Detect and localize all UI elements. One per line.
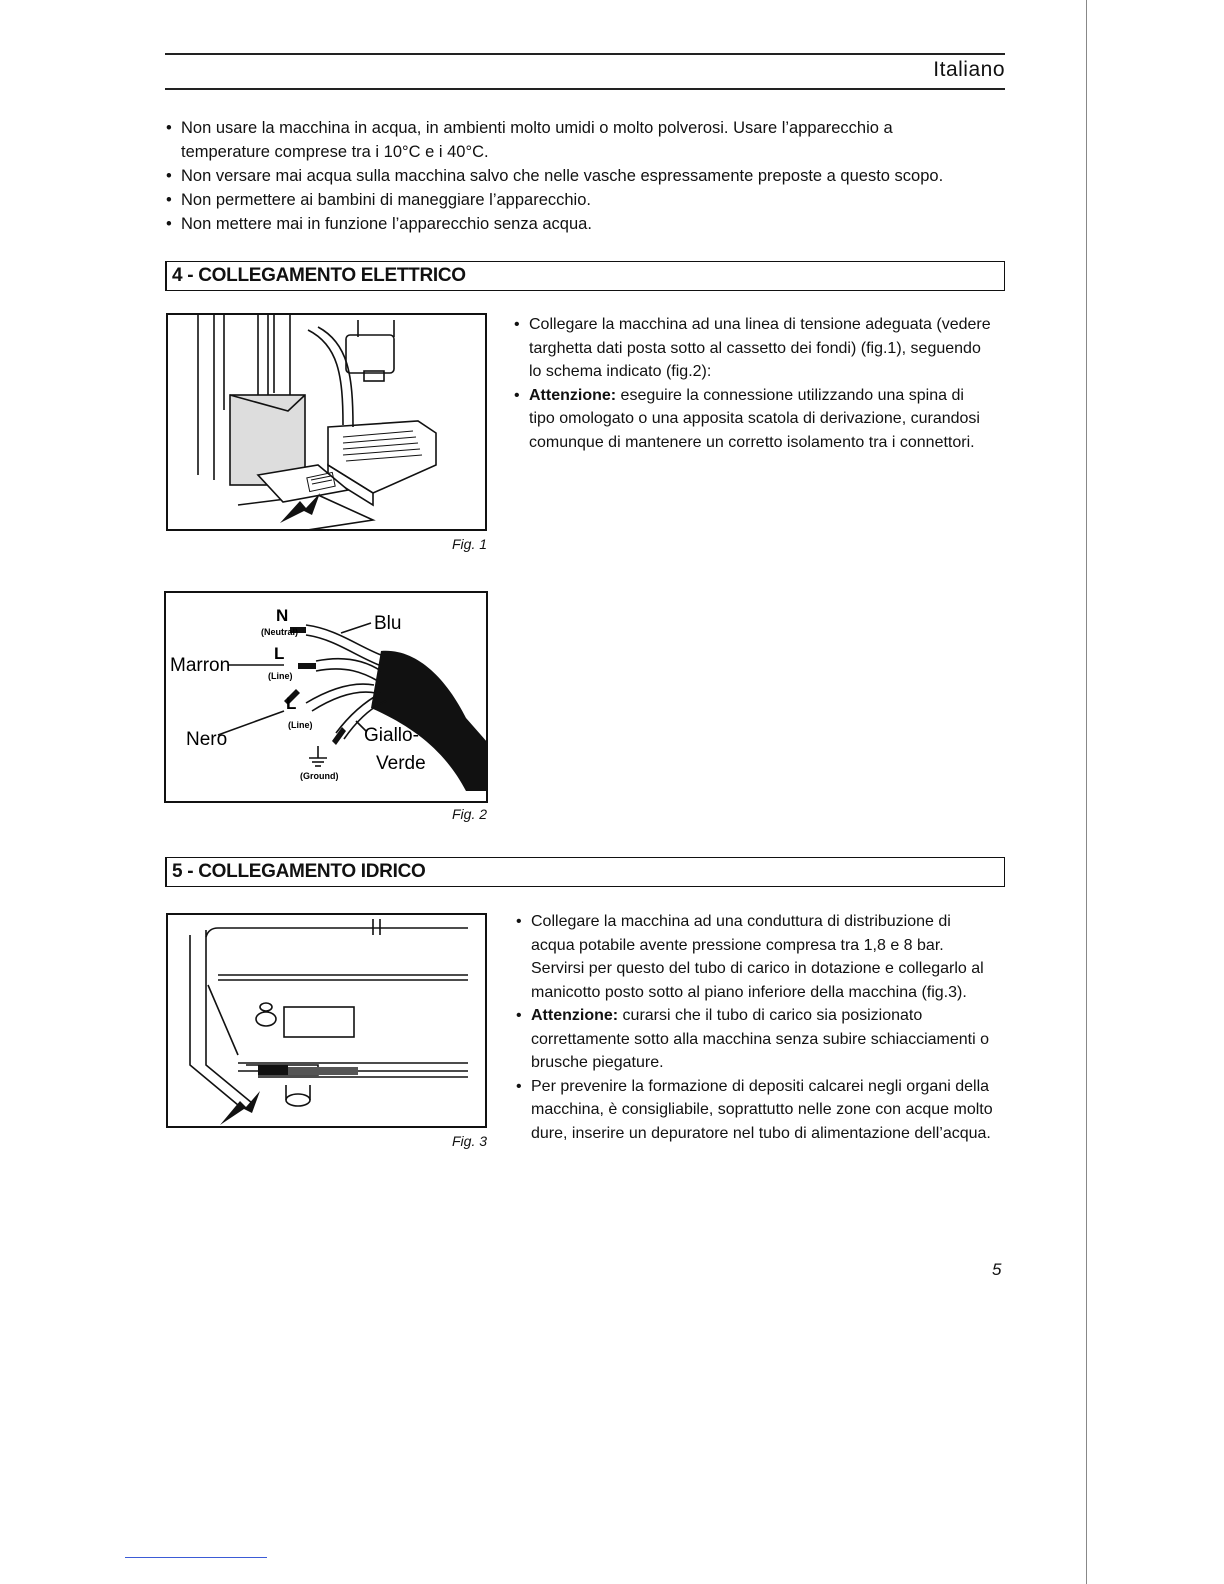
section-5-instructions [516,910,994,1145]
language-label: Italiano [933,58,1005,81]
arrow-icon [220,1091,260,1125]
figure-2-caption: Fig. 2 [452,806,488,822]
figure-3-caption: Fig. 3 [452,1133,488,1149]
list-item [516,1004,994,1075]
line1-sub: (Line) [268,671,293,681]
section-4-instructions [514,313,992,455]
section-5-title: 5 - COLLEGAMENTO IDRICO [172,861,426,882]
figure-3-water [166,913,487,1128]
giallo-label: Giallo- [364,725,419,746]
line1-letter: L [274,644,285,663]
marron-label: Marron [170,655,231,676]
list-item: • Collegare la macchina ad una conduttura di distribuzione di acqua potabile avente pressione compresa tra 1,8 e 8 bar. Servirsi per questo del tubo di carico in dotazione e collegarlo al manicotto posto sotto al piano inferiore della macchina (fig.3). [516,910,994,1004]
warning-label: Attenzione: [531,1007,619,1024]
coffee-machine-illustration [168,315,487,531]
warning-label: Attenzione: [529,386,617,404]
blu-label: Blu [374,613,402,634]
list-item: • Non permettere ai bambini di maneggiare l’apparecchio. [166,188,981,212]
figure-1-caption: Fig. 1 [452,536,488,552]
ground-sub: (Ground) [300,771,339,781]
header-rule-top [165,53,1005,55]
section-4-header [165,261,1005,291]
neutral-sub: (Neutral) [261,627,299,637]
list-item: • Collegare la macchina ad una linea di tensione adeguata (vedere targhetta dati posta sotto al cassetto dei fondi) (fig.1), seguendo lo schema indicato (fig.2): [514,313,992,384]
list-item [514,384,992,455]
header-rule-bottom [165,88,1005,90]
figure-1-machine [166,313,487,531]
page-number: 5 [992,1260,1002,1279]
list-item: • Per prevenire la formazione di depositi calcarei negli organi della macchina, è consigliabile, soprattutto nelle zone con acque molto dure, inserire un depuratore nel tubo di alimentazione dell’acqua. [516,1075,994,1146]
nero-label: Nero [186,729,228,750]
neutral-letter: N [276,606,289,625]
list-item: • Non mettere mai in funzione l’apparecchio senza acqua. [166,212,981,236]
intro-safety-list [166,116,981,236]
water-connection-illustration [168,915,487,1128]
footnote-rule [125,1557,267,1558]
line2-sub: (Line) [288,720,313,730]
section-4-title: 4 - COLLEGAMENTO ELETTRICO [172,265,466,286]
wiring-diagram [166,593,488,803]
line2-letter: L [286,694,297,713]
section-5-header [165,857,1005,887]
verde-label: Verde [376,753,426,774]
warning-text: eseguire la connessione utilizzando una spina di tipo omologato o una apposita scatola di derivazione, curandosi comunque di mantenere un corretto isolamento tra i connettori. [529,386,980,451]
list-item: • Non usare la macchina in acqua, in ambienti molto umidi o molto polverosi. Usare l’apparecchio a temperature comprese tra i 10°C e i 40°C. [166,116,981,164]
figure-2-wiring [164,591,488,803]
warning-text: curarsi che il tubo di carico sia posizionato correttamente sotto alla macchina senza subire schiacciamenti o brusche piegature. [531,1007,989,1071]
page-edge-rule [1086,0,1087,1584]
list-item: • Non versare mai acqua sulla macchina salvo che nelle vasche espressamente preposte a questo scopo. [166,164,981,188]
